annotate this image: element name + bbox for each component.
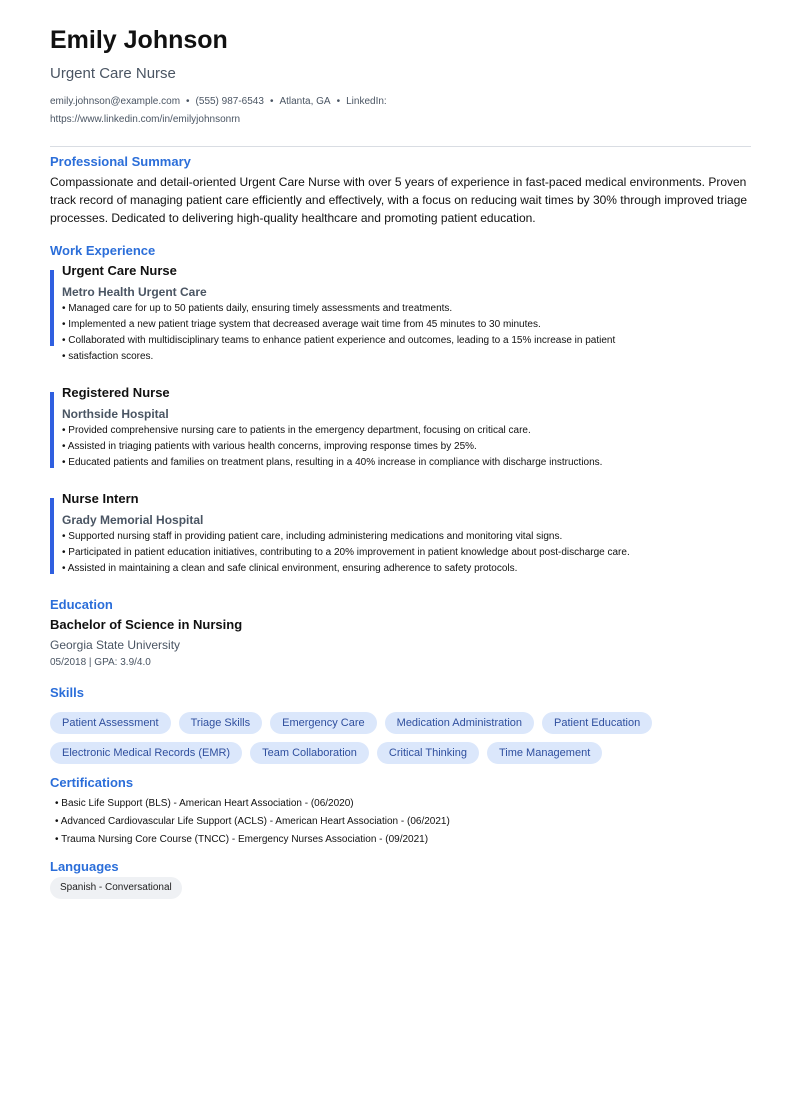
job-bullet: • Participated in patient education initiatives, contributing to a 20% improvement in patient knowledge about post-discharge care. <box>62 547 630 558</box>
skill-chip: Medication Administration <box>385 712 534 734</box>
skill-chip: Critical Thinking <box>377 742 479 764</box>
experience-heading: Work Experience <box>50 243 156 258</box>
job-bullet: • Implemented a new patient triage system that decreased average wait time from 45 minutes to 30 minutes. <box>62 319 541 330</box>
skills-list <box>50 712 751 764</box>
separator: • <box>336 96 341 107</box>
job-role: Registered Nurse <box>62 385 170 400</box>
phone-text: (555) 987-6543 <box>195 96 264 107</box>
education-degree: Bachelor of Science in Nursing <box>50 617 243 632</box>
job-bullet: • Assisted in maintaining a clean and safe clinical environment, ensuring adherence to safety protocols. <box>62 563 518 574</box>
education-heading: Education <box>50 597 113 612</box>
job-bullet: • satisfaction scores. <box>62 351 154 362</box>
job-accent-bar <box>50 270 54 346</box>
job-company: Northside Hospital <box>62 407 169 421</box>
job-entry <box>50 385 750 475</box>
job-role: Urgent Care Nurse <box>62 263 177 278</box>
job-bullets <box>62 529 702 577</box>
job-bullet: • Educated patients and families on treatment plans, resulting in a 40% increase in compliance with discharge instructions. <box>62 457 603 468</box>
education-meta: 05/2018 | GPA: 3.9/4.0 <box>50 657 151 668</box>
languages-heading: Languages <box>50 859 119 874</box>
skill-chip: Triage Skills <box>179 712 263 734</box>
certification-item: • Advanced Cardiovascular Life Support (ACLS) - American Heart Association - (06/2021) <box>55 816 450 827</box>
certifications-list <box>55 795 450 849</box>
job-accent-bar <box>50 498 54 574</box>
candidate-title: Urgent Care Nurse <box>50 65 176 82</box>
job-company: Metro Health Urgent Care <box>62 285 207 299</box>
skills-heading: Skills <box>50 685 84 700</box>
job-bullet: • Provided comprehensive nursing care to patients in the emergency department, focusing on critical care. <box>62 425 531 436</box>
job-bullets <box>62 301 702 365</box>
job-bullets <box>62 423 702 471</box>
job-bullet: • Supported nursing staff in providing patient care, including administering medications and monitoring vital signs. <box>62 531 563 542</box>
job-bullet: • Managed care for up to 50 patients daily, ensuring timely assessments and treatments. <box>62 303 453 314</box>
separator: • <box>186 96 190 107</box>
skill-chip: Patient Education <box>542 712 652 734</box>
email-link[interactable]: emily.johnson@example.com <box>50 96 181 107</box>
certification-item: • Trauma Nursing Core Course (TNCC) - Emergency Nurses Association - (09/2021) <box>55 834 429 845</box>
candidate-name: Emily Johnson <box>50 26 228 54</box>
job-role: Nurse Intern <box>62 491 139 506</box>
linkedin-link[interactable]: https://www.linkedin.com/in/emilyjohnsonrn <box>50 114 241 125</box>
contact-line <box>50 93 450 129</box>
summary-text: Compassionate and detail-oriented Urgent Care Nurse with over 5 years of experience in fast-paced medical environments. Proven track record of managing patient care efficiently and effectively, with a focus on reducing wait times by 30% through improved triage processes. Dedicated to delivering high-quality healthcare and promoting patient education. <box>50 175 748 225</box>
language-chip: Spanish - Conversational <box>50 877 182 899</box>
skill-chip: Time Management <box>487 742 602 764</box>
skill-chip: Patient Assessment <box>50 712 171 734</box>
skill-chip: Team Collaboration <box>250 742 369 764</box>
certifications-heading: Certifications <box>50 775 134 790</box>
job-company: Grady Memorial Hospital <box>62 513 204 527</box>
education-school: Georgia State University <box>50 638 181 652</box>
location-text: Atlanta, GA <box>279 96 331 107</box>
job-bullet: • Assisted in triaging patients with various health concerns, improving response times by 25%. <box>62 441 477 452</box>
skill-chip: Emergency Care <box>270 712 377 734</box>
job-entry <box>50 263 750 367</box>
summary-heading: Professional Summary <box>50 154 191 169</box>
separator: • <box>269 96 274 107</box>
certification-item: • Basic Life Support (BLS) - American Heart Association - (06/2020) <box>55 798 354 809</box>
job-bullet: • Collaborated with multidisciplinary teams to enhance patient experience and outcomes, leading to a 15% increase in patient <box>62 335 616 346</box>
header-divider <box>50 146 751 147</box>
job-entry <box>50 491 750 581</box>
job-accent-bar <box>50 392 54 468</box>
skill-chip: Electronic Medical Records (EMR) <box>50 742 242 764</box>
linkedin-label: LinkedIn: <box>346 96 387 107</box>
